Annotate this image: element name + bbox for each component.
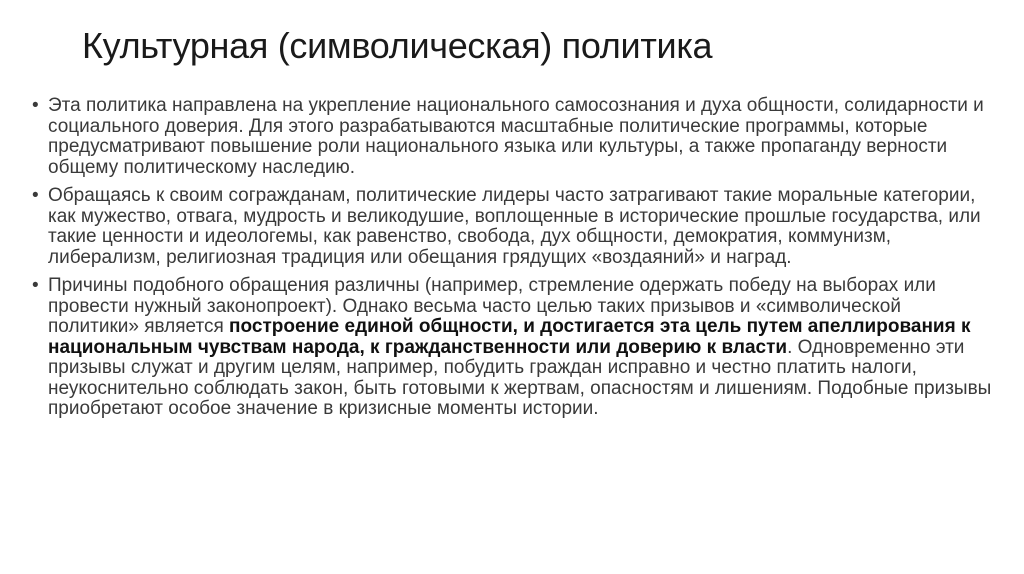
bullet-list xyxy=(32,96,992,428)
bullet-text-3 xyxy=(48,275,991,419)
bullet-item-3 xyxy=(32,276,992,420)
bullet-dot-icon: • xyxy=(32,275,39,296)
slide-title: Культурная (символическая) политика xyxy=(82,25,713,66)
bullet-item-2 xyxy=(32,186,992,268)
bullet-text-3-emphasis: построение единой общности, и достигается эта цель путем апеллирования к национальным чувствам народа, к гражданственности или доверию к власти xyxy=(48,316,971,358)
bullet-dot-icon: • xyxy=(32,95,39,116)
bullet-text-3-end: . Одновременно эти призывы служат и другим целям, например, побудить граждан исправно и честно платить налоги, неукоснительно соблюдать закон, быть готовыми к жертвам, опасностям и лишениям. Подобные призывы приобретают особое значение в кризисные моменты истории. xyxy=(48,336,992,419)
bullet-text-1: Эта политика направлена на укрепление национального самосознания и духа общности, солидарности и социального доверия. Для этого разрабатываются масштабные политические программы, которые предусматривают повышение роли национального языка или культуры, а также пропаганду верности общему политическому наследию. xyxy=(48,95,984,178)
bullet-text-2: Обращаясь к своим согражданам, политические лидеры часто затрагивают такие моральные категории, как мужество, отвага, мудрость и великодушие, воплощенные в исторические прошлые государства, или такие ценности и идеологемы, как равенство, свобода, дух общности, демократия, коммунизм, либерализм, религиозная традиция или обещания грядущих «воздаяний» и наград. xyxy=(48,185,981,268)
bullet-dot-icon: • xyxy=(32,185,39,206)
bullet-text-3-start: Причины подобного обращения различны (например, стремление одержать победу на выборах или провести нужный законопроект). Однако весьма часто целью таких призывов и «символической политики» является xyxy=(48,275,936,337)
bullet-item-1 xyxy=(32,96,992,178)
